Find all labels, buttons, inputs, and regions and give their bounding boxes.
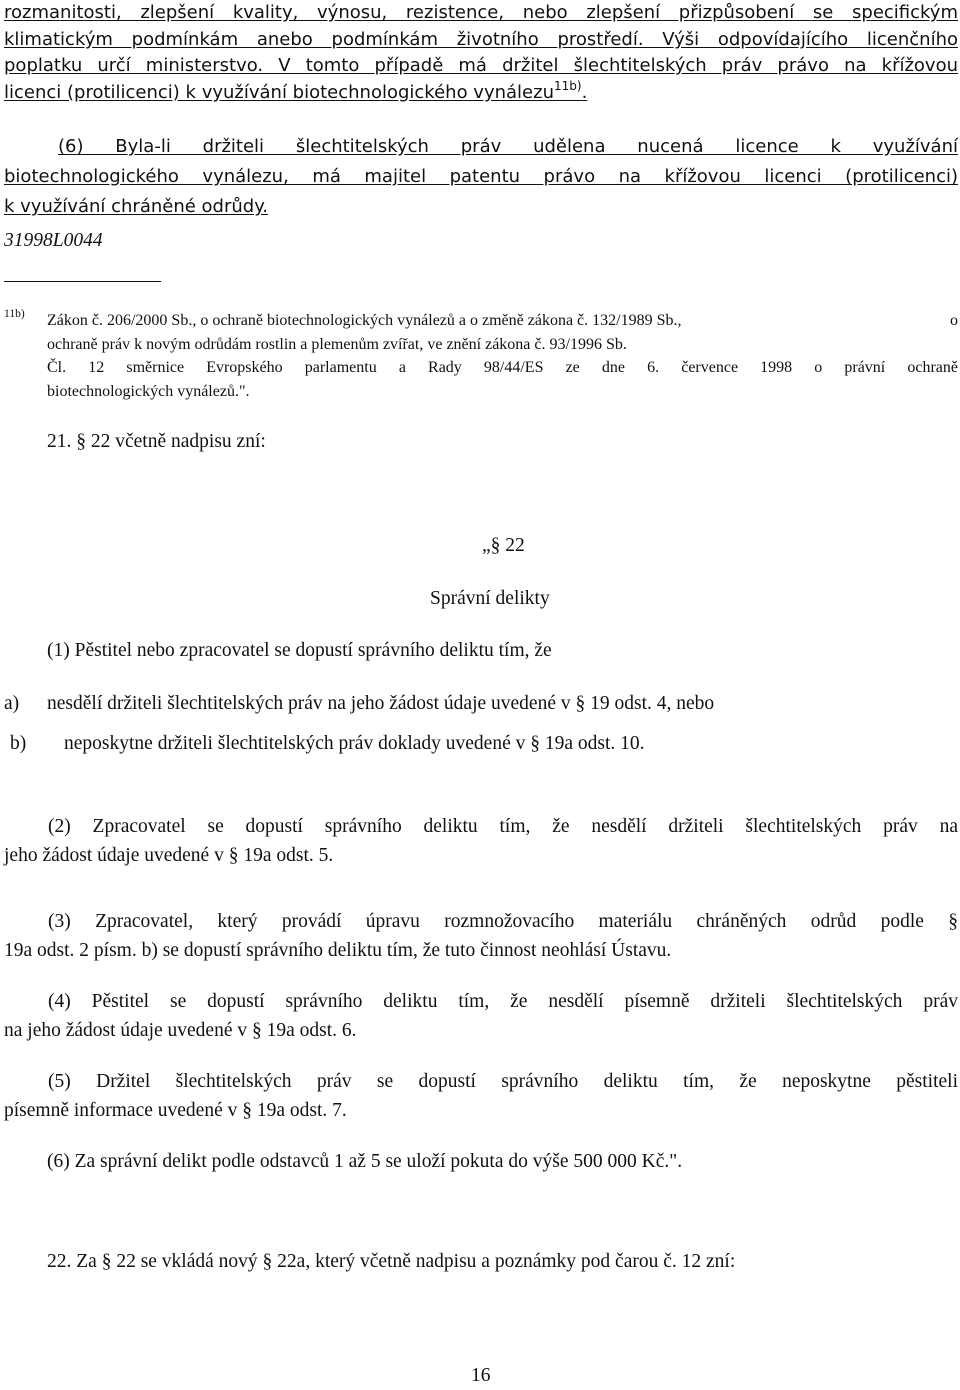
p5-line-2: písemně informace uvedené v § 19a odst. 7. bbox=[4, 1100, 347, 1121]
para6-line-2: biotechnologického vynálezu, má majitel patentu právo na křížovou licenci (protilicenci) bbox=[4, 166, 958, 187]
section-p3 bbox=[4, 907, 958, 965]
page-number: 16 bbox=[471, 1365, 491, 1386]
item-b-text: neposkytne držiteli šlechtitelských práv doklady uvedené v § 19a odst. 10. bbox=[64, 733, 645, 754]
footnote-line-1-end: o bbox=[950, 312, 958, 329]
footnote-line-2: ochraně práv k novým odrůdám rostlin a plemenům zvířat, ve znění zákona č. 93/1996 Sb. bbox=[47, 336, 627, 353]
p3-line-2: 19a odst. 2 písm. b) se dopustí správního deliktu tím, že tuto činnost neohlásí Ústavu. bbox=[4, 940, 672, 961]
section-p5 bbox=[4, 1067, 958, 1125]
top-line-3: poplatku určí ministerstvo. V tomto případě má držitel šlechtitelských práv právo na křížovou bbox=[4, 55, 958, 76]
footnote-separator bbox=[4, 281, 161, 282]
p2-line-1: (2) Zpracovatel se dopustí správního deliktu tím, že nesdělí držiteli šlechtitelských práv na bbox=[48, 816, 958, 837]
section-number: „§ 22 bbox=[482, 535, 525, 556]
paragraph-6-license bbox=[4, 132, 958, 222]
item-a-text: nesdělí držiteli šlechtitelských práv na jeho žádost údaje uvedené v § 19 odst. 4, nebo bbox=[47, 693, 715, 714]
celex-number: 31998L0044 bbox=[4, 230, 103, 251]
footnote-line-4: biotechnologických vynálezů.". bbox=[47, 383, 250, 400]
item-a-label: a) bbox=[4, 693, 20, 714]
para6-line-3: k využívání chráněné odrůdy. bbox=[4, 196, 269, 217]
top-paragraph bbox=[4, 0, 958, 106]
section-p4 bbox=[4, 987, 958, 1045]
top-line-4-end: . bbox=[581, 81, 588, 103]
item-b-label: b) bbox=[10, 733, 27, 754]
footnote-ref: 11b) bbox=[553, 78, 582, 93]
top-line-1: rozmanitosti, zlepšení kvality, výnosu, rezistence, nebo zlepšení přizpůsobení se specifickým bbox=[4, 2, 958, 23]
footnote-line-1 bbox=[47, 309, 958, 333]
p2-line-2: jeho žádost údaje uvedené v § 19a odst. 5. bbox=[4, 845, 334, 866]
top-line-4-text: licenci (protilicenci) k využívání biotechnologického vynálezu bbox=[4, 81, 554, 103]
p3-line-1: (3) Zpracovatel, který provádí úpravu rozmnožovacího materiálu chráněných odrůd podle § bbox=[48, 911, 958, 932]
section-p1: (1) Pěstitel nebo zpracovatel se dopustí správního deliktu tím, že bbox=[47, 640, 552, 661]
section-p6: (6) Za správní delikt podle odstavců 1 až 5 se uloží pokuta do výše 500 000 Kč.". bbox=[47, 1151, 683, 1172]
top-line-4 bbox=[4, 80, 958, 107]
footnote-line-3: Čl. 12 směrnice Evropského parlamentu a Rady 98/44/ES ze dne 6. července 1998 o právní ochraně bbox=[47, 359, 958, 376]
para6-line-1: (6) Byla-li držiteli šlechtitelských práv udělena nucená licence k využívání bbox=[58, 136, 958, 157]
item-22: 22. Za § 22 se vkládá nový § 22a, který včetně nadpisu a poznámky pod čarou č. 12 zní: bbox=[47, 1251, 736, 1272]
section-p2 bbox=[4, 812, 958, 870]
top-line-2: klimatickým podmínkám anebo podmínkám životního prostředí. Výši odpovídajícího licenčního bbox=[4, 28, 958, 50]
section-title: Správní delikty bbox=[430, 588, 550, 609]
footnote-mark: 11b) bbox=[4, 308, 25, 320]
footnote-line-1-text: Zákon č. 206/2000 Sb., o ochraně biotechnologických vynálezů a o změně zákona č. 132/1989 Sb., bbox=[47, 312, 682, 329]
p5-line-1: (5) Držitel šlechtitelských práv se dopustí správního deliktu tím, že neposkytne pěstiteli bbox=[48, 1071, 958, 1092]
p4-line-1: (4) Pěstitel se dopustí správního deliktu tím, že nesdělí písemně držiteli šlechtitelských práv bbox=[48, 991, 958, 1012]
item-21: 21. § 22 včetně nadpisu zní: bbox=[47, 431, 266, 452]
p4-line-2: na jeho žádost údaje uvedené v § 19a odst. 6. bbox=[4, 1020, 357, 1041]
